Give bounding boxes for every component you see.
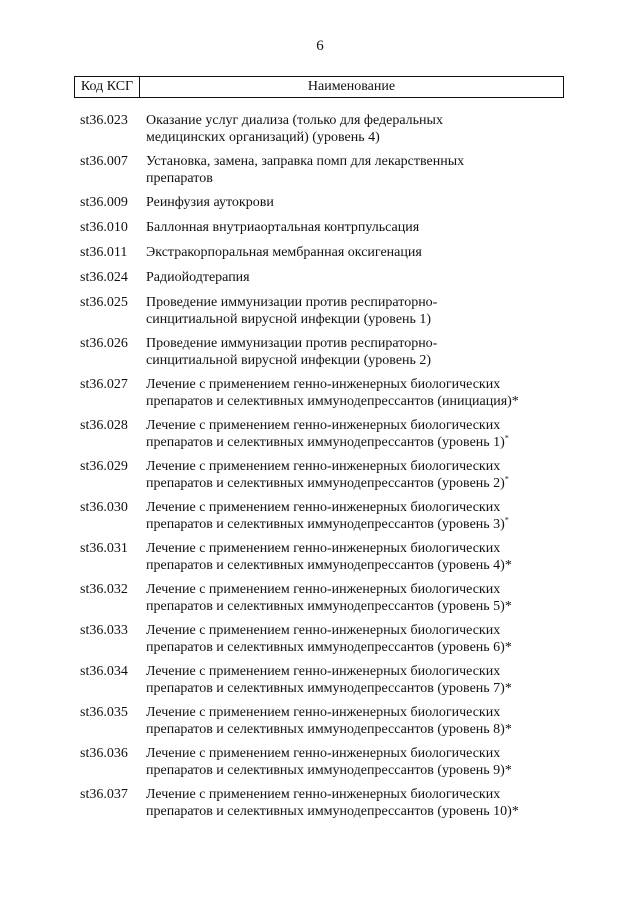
row-name-text: Лечение с применением генно-инженерных биологических препаратов и селективных иммунодепрессантов (уровень 4)*	[146, 541, 512, 573]
row-name-text: Оказание услуг диализа (только для федеральных медицинских организаций) (уровень 4)	[146, 113, 443, 145]
row-code: st36.035	[80, 705, 128, 720]
row-name-text: Радиойодтерапия	[146, 270, 250, 285]
row-name-text: Баллонная внутриаортальная контрпульсация	[146, 220, 420, 235]
table-row	[74, 153, 574, 187]
row-name	[146, 745, 574, 779]
row-code: st36.024	[80, 270, 128, 285]
row-name	[146, 335, 574, 369]
table-row	[74, 499, 574, 533]
row-code: st36.028	[80, 418, 128, 433]
row-name	[146, 244, 574, 261]
row-name-text: Лечение с применением генно-инженерных биологических препаратов и селективных иммунодепрессантов (уровень 3)	[146, 500, 505, 532]
row-name-text: Лечение с применением генно-инженерных биологических препаратов и селективных иммунодепрессантов (уровень 7)*	[146, 664, 512, 696]
table-row	[74, 704, 574, 738]
row-code: st36.011	[80, 245, 128, 260]
row-code: st36.031	[80, 541, 128, 556]
table-row	[74, 581, 574, 615]
row-name-text: Лечение с применением генно-инженерных биологических препаратов и селективных иммунодепрессантов (инициация)*	[146, 377, 519, 409]
footnote-marker: *	[504, 515, 509, 525]
table-row	[74, 244, 574, 261]
table-row	[74, 745, 574, 779]
row-code: st36.033	[80, 623, 128, 638]
table-row	[74, 219, 574, 236]
row-code: st36.027	[80, 377, 128, 392]
column-header-name: Наименование	[140, 77, 564, 97]
row-name	[146, 458, 574, 492]
row-name-text: Лечение с применением генно-инженерных биологических препаратов и селективных иммунодепрессантов (уровень 10)*	[146, 787, 519, 819]
row-name	[146, 622, 574, 656]
table-header	[74, 76, 564, 98]
row-name-text: Реинфузия аутокрови	[146, 195, 274, 210]
row-name-text: Проведение иммунизации против респираторно- синцитиальной вирусной инфекции (уровень 2)	[146, 336, 438, 368]
row-name	[146, 581, 574, 615]
row-name-text: Лечение с применением генно-инженерных биологических препаратов и селективных иммунодепрессантов (уровень 6)*	[146, 623, 512, 655]
row-code: st36.025	[80, 295, 128, 310]
row-name	[146, 663, 574, 697]
row-code: st36.034	[80, 664, 128, 679]
column-header-code: Код КСГ	[74, 77, 140, 97]
table-row	[74, 294, 574, 328]
row-code: st36.009	[80, 195, 128, 210]
table-row	[74, 786, 574, 820]
table-row	[74, 458, 574, 492]
row-code: st36.037	[80, 787, 128, 802]
table-row	[74, 663, 574, 697]
row-name-text: Лечение с применением генно-инженерных биологических препаратов и селективных иммунодепрессантов (уровень 5)*	[146, 582, 512, 614]
row-name-text: Лечение с применением генно-инженерных биологических препаратов и селективных иммунодепрессантов (уровень 1)	[146, 418, 505, 450]
table-row	[74, 194, 574, 211]
table-row	[74, 540, 574, 574]
row-name-text: Лечение с применением генно-инженерных биологических препаратов и селективных иммунодепрессантов (уровень 8)*	[146, 705, 512, 737]
table-row	[74, 335, 574, 369]
footnote-marker: *	[504, 474, 509, 484]
row-name	[146, 704, 574, 738]
page-number: 6	[316, 38, 324, 54]
table-row	[74, 269, 574, 286]
row-name	[146, 376, 574, 410]
row-code: st36.023	[80, 113, 128, 128]
row-name	[146, 417, 574, 451]
row-code: st36.030	[80, 500, 128, 515]
row-code: st36.026	[80, 336, 128, 351]
table-row	[74, 622, 574, 656]
footnote-marker: *	[504, 433, 509, 443]
row-name-text: Проведение иммунизации против респираторно- синцитиальной вирусной инфекции (уровень 1)	[146, 295, 438, 327]
table-row	[74, 376, 574, 410]
row-name	[146, 269, 574, 286]
row-name-text: Установка, замена, заправка помп для лекарственных препаратов	[146, 154, 465, 186]
row-code: st36.036	[80, 746, 128, 761]
row-name-text: Лечение с применением генно-инженерных биологических препаратов и селективных иммунодепрессантов (уровень 9)*	[146, 746, 512, 778]
row-name	[146, 540, 574, 574]
row-code: st36.029	[80, 459, 128, 474]
row-code: st36.010	[80, 220, 128, 235]
row-name	[146, 786, 574, 820]
table-body	[74, 112, 574, 827]
table-row	[74, 112, 574, 146]
row-name	[146, 194, 574, 211]
row-name	[146, 112, 574, 146]
table-row	[74, 417, 574, 451]
row-name-text: Экстракорпоральная мембранная оксигенация	[146, 245, 422, 260]
row-name-text: Лечение с применением генно-инженерных биологических препаратов и селективных иммунодепрессантов (уровень 2)	[146, 459, 505, 491]
row-name	[146, 294, 574, 328]
row-name	[146, 499, 574, 533]
row-code: st36.032	[80, 582, 128, 597]
row-name	[146, 153, 574, 187]
row-name	[146, 219, 574, 236]
row-code: st36.007	[80, 154, 128, 169]
